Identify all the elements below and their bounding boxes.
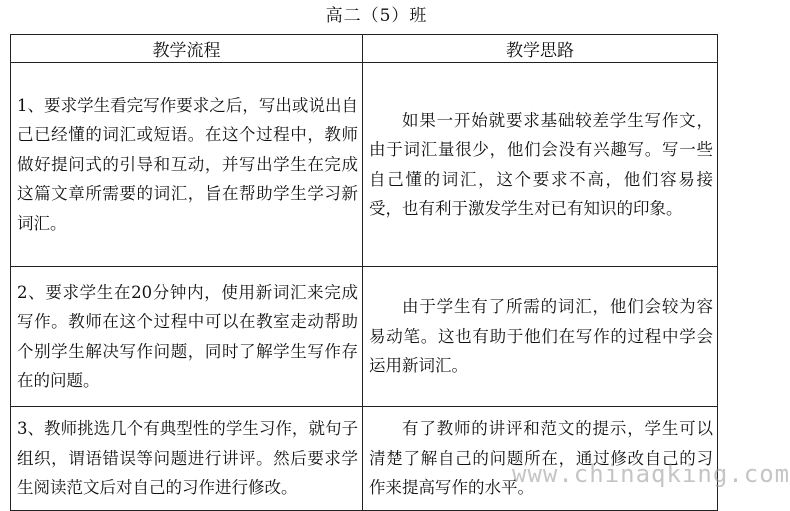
table-row [11, 407, 718, 511]
table-row [11, 267, 718, 407]
watermark: www.chinaqking.com [512, 460, 790, 488]
process-cell: 3、教师挑选几个有典型性的学生习作，就句子组织，谓语错误等问题进行讲评。然后要求学生阅读范文后对自己的习作进行修改。 [11, 407, 363, 511]
table-caption: 高二（5）班 [325, 6, 428, 26]
process-cell: 2、要求学生在20分钟内，使用新词汇来完成写作。教师在这个过程中可以在教室走动帮助个别学生解决写作问题，同时了解学生写作存在的问题。 [11, 267, 363, 407]
teaching-plan-table [10, 34, 718, 511]
process-cell: 1、要求学生看完写作要求之后，写出或说出自己已经懂的词汇或短语。在这个过程中，教师做好提问式的引导和互动，并写出学生在完成这篇文章所需要的词汇，旨在帮助学生学习新词汇。 [11, 63, 363, 267]
thought-cell: 由于学生有了所需的词汇，他们会较为容易动笔。这也有助于他们在写作的过程中学会运用新词汇。 [363, 267, 718, 407]
thought-cell: 有了教师的讲评和范文的提示，学生可以清楚了解自己的问题所在，通过修改自己的习作来提高写作的水平。 [363, 407, 718, 511]
thought-cell: 如果一开始就要求基础较差学生写作文，由于词汇量很少，他们会没有兴趣写。写一些自己懂的词汇，这个要求不高，他们容易接受，也有利于激发学生对已有知识的印象。 [363, 63, 718, 267]
column-header-thought: 教学思路 [363, 35, 718, 63]
column-header-process: 教学流程 [11, 35, 363, 63]
table-row [11, 63, 718, 267]
header-row [11, 35, 718, 63]
